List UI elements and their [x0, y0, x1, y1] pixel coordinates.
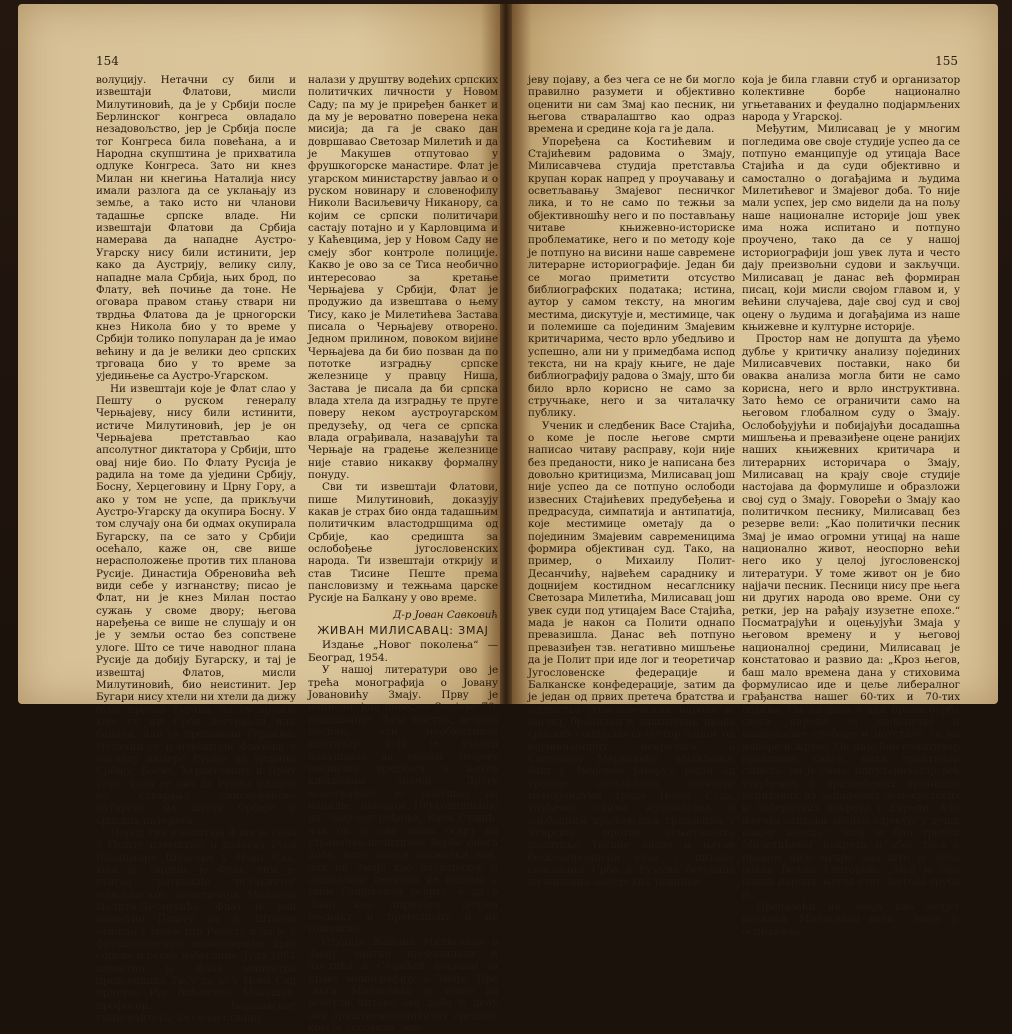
left-column-2	[308, 74, 498, 1034]
page-number-right: 155	[935, 54, 958, 68]
paragraph: Упоређена са Костићевим и Стајићевим радовима о Змају, Милисавчева студија претставља крупан корак напред у проучавању и осветљавању Змајевог песничког лика, и то не само по тежњи за објективношћу него и по постављању читаве књижевно-историске проблематике, него и по методу које је потпуно на висини наше савремене литерарне историографије. Један би се могао приметити отсуство библиографских података; истина, аутор у самом тексту, на многим местима, дискутује и, местимице, чак и полемише са појединим Змајевим критичарима, често врло убедљиво и успешно, али ни у примедбама испод текста, ни на крају књиге, не даје библиографију радова о Змају, што би било врло корисно не само за стручњаке, него и за читалачку публику.	[528, 135, 735, 420]
left-column-1	[96, 74, 296, 1025]
page-number-left: 154	[96, 54, 119, 68]
paragraph: јеву појаву, а без чега се не би могло правилно разумети и објективно оценити ни сам Змај као песник, ни његова стваралаштво као одраз времена и средине која га је дала.	[528, 74, 735, 136]
paragraph: Прелазећи на Змаја као дечјег песника, Милисавац вели: „Змају је осправљао	[742, 901, 960, 938]
paragraph: Простор нам не допушта да уђемо дубље у критичку анализу појединих Милисавчевих поставки, нако би оваква анализа могла бити не само корисна, него и врло инструктивна. Зато ћемо се ограничити само на његовом глобалном суду о Змају. Ослобођујући и побијајући досадашња мишљења и превазиђене оцене ранијих наших књижевних критичара и литерарних историчара о Змају, Милисавац на крају своје студије настојава да формулише и образложи свој суд о Змају. Говорећи о Змају као политичком песнику, Милисавац без резерве вели: „Као политички песник Змај је имао огромни утицај на наше национално живот, неоспорно већи него ико у целој југословенској литератури. У томе живот он је био најјачи песник. Песници нису пре њега ни других народа ово време. Они су ретки, јер на рађају изузетне епохе.“ Посматрајући и оцењујући Змаја у његовом времену и у његовој националној средини, Милисавац је констатовао и развио да: „Кроз његов, баш мало времена дана у стиховима формулисао иде и цеље либералног грађанства нашег 60-тих и 70-тих година. Он из дана у дан брани борбу свога народа за политичке и националне слободе и потстиче га на напоре и жртве. Он није био политичар креативне снаге, нити практичар смисла; он је само, популаризатор већ утврђених и прихваћених принципа испитаних из запаљених демократских и либералних покрета у Европи. Али његова стихови звонко одјекују у души нашег народа.“ Змај је био трибун Милетићевог покрета и због тога с правом није мудро оно што је лепо рекао Вељко Глигорић: „Змај је био поноћ народа, његов стег, његова труба и...	[742, 333, 960, 901]
paragraph: налази у друштву водећих српских политичких личности у Новом Саду; па му је приређен банкет и да му је вероватно поверена нека мисија; да га је свако дан довршавао Светозар Милетић и да је Макушев отпутовао у фрушкогорске манастире. Флат је угарском министарству јављао и о руском новинару и словенофилу Николи Васиљевичу Никанору, са којим се српски политичари састају потајно и у Карловцима и у Каћевцима, јер у Новом Саду не смеју због контроле полиције. Какво је ово за се Тиса необично интересовао за кретање Черњајева у Србији, Флат је продужио да извештава о њему Тису, како је Милетићева Застава писала о Черњајеву отворено. Једном прилином, повоком вијине Черњајева да би био позван да по пототке изградњу српске железнице у правцу Ниша, Застава је писала да би српска влада хтела да изградњу те пруге поверу неком аустроугарском предузећу, од чега се српска влада ограђивала, назавајући та Черњаје на градење железнице није ставио никакву формалну понуду.	[308, 74, 498, 481]
left-page	[18, 4, 500, 1034]
paragraph: Ученик и следбеник Васе Стајића, о коме је после његове смрти написао читаву расправу, који није без преданости, нико је написана без довољно критицизма, Милисавац још није успео да се потпуно ослободи извесних Стајићевих предубеђења и предрасуда, симпатија и антипатија, које местимице ометају да о појединим Змајевим савременицима формира објективан суд. Тако, на пример, о Михаилу Полит-Десанчићу, највећем сараднику и доцнијем костидном несаглснику Светозара Милетића, Милисавац још увек суди под утицајем Васе Стајића, мада је након са Полити однапо превазишла. Данас већ потпуно превазиђен тзв. негативно мишљење да је Полит при иде лог и теоретичар Југословенске федерације и Балканске конфедерације, затим да је један од првих претеча братства и јединства југословенских народа и, најзад, бранилац и заштитник права српских социјалиста (аутор једног од најзначајнијих некролога о Светозару Марковићу, објављеног баш у Змајевом Јавору); један од тројице састављача познатог меморандума града Новог Сада, упућеног свима жупанијама и слободним краљевским градовима у Угарској, против угњетавачке политике Тисине владе и његов бескомпромисни став у питању спасавања Срба и Румуна бегунаца из њихових завјерских тамнице.	[528, 419, 735, 889]
paragraph: Међутим, Милисавац је у многим погледима ове своје студије успео да се потпуно еманципује од утицаја Васе Стајића и да суди објективно и самостално о догађајима и људима Милетићевог и Змајевог доба. То није мали успех, јер смо видели да на пољу наше националне историје још увек има ножа испитано и потпуно проучено, тако да се у нашој историографији још увек лута и често дају преизвољни судови и закључци. Милисавац је данас већ формиран писац, који мисли својом главом и, у већини случајева, даје свој суд и свој оцену о људима и догађајима из наше књижевне и културне историје.	[742, 123, 960, 333]
right-column-2	[742, 74, 960, 938]
paragraph: У нашој литератури ово је трећа монографија о Јовану Јовановићу Змају. Прву је написао, још поводом Змајеве 70-годишњице, Лаза Костић, велики песник, али необјективан критичар, који је узалуд покушавао да умањи Змајеву песничку вредност и његов књижевни значај. Другу монографију је покушао да напише, поводом 100-годишњице од Змајевог рођења, Васа Стајић, али он је ово више осврт на страначко-политичке борбе онога доба, него Змајев песнички лик; чак ни Змаја као политичког и социјалног песника не видимо у свом Стајићевом осврту, а да о Змају као лиричару, дечјем песнику и преводиоцу и не говоримо.	[308, 664, 498, 936]
review-heading: ЖИВАН МИЛИСАВАЦ: ЗМАЈ	[317, 624, 489, 638]
paragraph: која је била главни стуб и организатор колективне борбе национално угњетаваних и феудално подјармљених народа у Угарској.	[742, 74, 960, 124]
article-signature: Д-р Јован Савковић	[392, 608, 498, 621]
paragraph: Ни извештаји које је Флат слао у Пешту о руском генералу Черњајеву, нису били истинити, истиче Милутиновић, јер је он Черњајева претстављао као апсолутног диктатора у Србији, што овај није био. По Флату Русија је радила на томе да уједини Србију, Босну, Херцеговину и Црну Гору, а ако у том не успе, да прикључи Аустро-Угарску да окупира Босну. У том случају она би одмах окупирала Бугарску, па се зато у Србији осећало, каже он, све више нерасположење против тих планова Русије. Династија Обреновића већ види себе у изгнанству; писао је Флат, ни је кнез Милан постао сужањ у своме двору; његова наређења се више не слушају и он је у земљи остао без сопствене улоге. Што се тиче наводног плана Русије да добију Бугарску, и тај је извештај Флатов, мисли Милутиновић, био неистинит. Јер Бугари нису хтели ни хтели да дижу буне против Турака, па су оружје које су им Срби дотурвали или бацали, или га предавали Турцима. Нетачни су и извештаји Флатови у погледу намере Русије да уједини Србију, Босну, Херцеговину и Црну Гору, каза се ова да Русија радила на стварању санстефанске Бугарске, на штету Србије и српских интереса.	[96, 382, 296, 827]
right-column-1	[528, 74, 735, 889]
right-page	[512, 4, 998, 938]
paragraph: Поред тих извештаја Флат је слао у Пешту извештаје о доласку Руса Владимира Штасова у Нови Сад, који је, тврдио, је Флат, чим је стигао потражио истакнутог војвођанског политичара Михаила Полита-Десанчића. Флат је још известио Пешту да је Штасов отишао у манастир Ремету и да је у фрушкогорским манастирима криј сопске и руске избеглице. Јула 1881 известио је Флат министра председника Тису да је у Нови Сад пристао Руе Вићентије Макушев, професор Варшавског универзитета; да се он стално	[96, 826, 296, 1025]
paragraph: Сви ти извештаји Флатови, пише Милутиновић, доказују какав је страх био онда тадашњим политичким властодршцима од Србије, као средишта за ослобођење југословенских народа. Ти извештаји открију и став Тисине Пеште према пансловизму и тежњама царске Русије на Балкану у ово време.	[308, 481, 498, 605]
paragraph: Студија Живана Милисавца о Змају знатно превазилази и Костића и Стајићев покушај за праву монографију о Змају. Пре свега, Милисавац је успео да осветли читаво ово доба и целу ону друштвенополитичку средину која је условила Зма-	[308, 935, 498, 1034]
review-subheading: Издање „Новог поколења“ — Београд, 1954.	[308, 639, 498, 664]
paragraph: волуцију. Нетачни су били и извештаји Флатови, мисли Милутиновић, да је у Србији после Берлинског конгреса овладало незадовољство, јер је Србија после тог Конгреса била повећана, а и Народна скупштина је прихватила одлуке Конгреса. Зато ни кнез Милан ни кнегиња Наталија нису имали разлога да се уклањају из земље, а тако исто ни чланови тадашње српске владе. Ни извештаји Флатови да Србија намерава да нападне Аустро-Угарску нису били истинити, јер како да Аустрију, велику силу, нападне мала Србија, њих брод, по Флату, већ почиње да тоне. Не оговара правом стању ствари ни тврдња Флатова да је црногорски кнез Никола био у то време у Србији толико популаран да је имао већину и да је велики део српских трговаца био у то време за уједињење са Аустро-Угарском.	[96, 74, 296, 383]
